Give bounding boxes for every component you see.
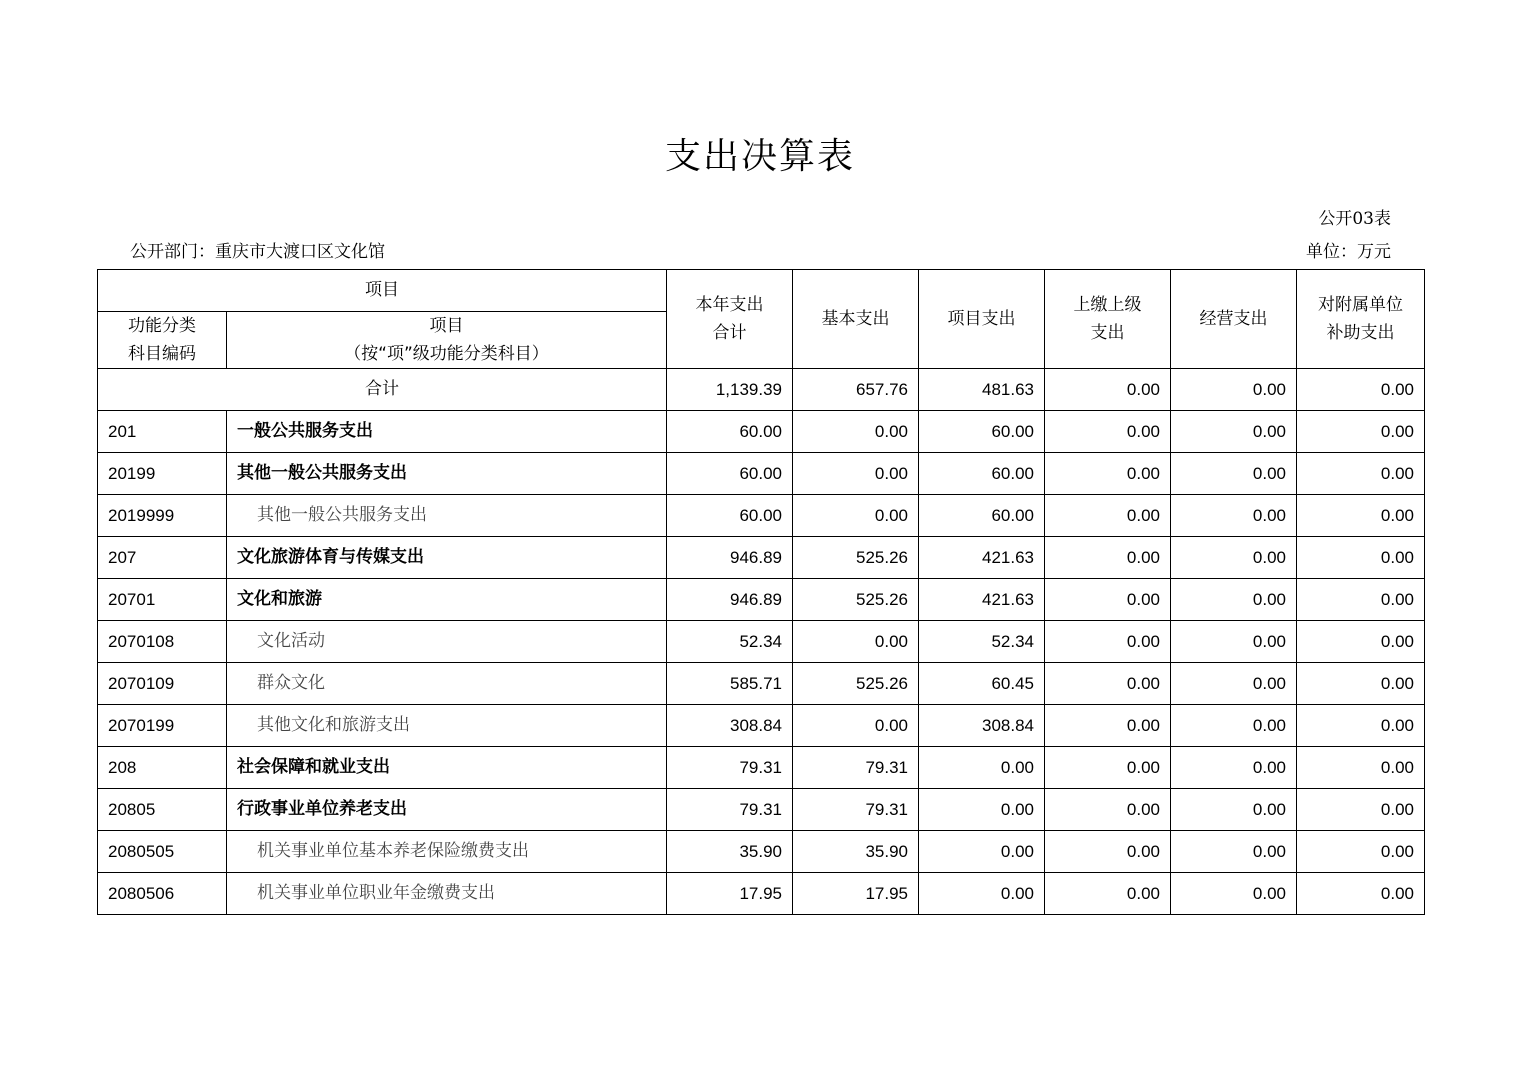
row-value: 79.31 <box>793 789 919 831</box>
row-value: 0.00 <box>1045 789 1171 831</box>
header-code <box>98 312 227 369</box>
row-code: 20701 <box>98 579 227 621</box>
row-value: 60.00 <box>919 411 1045 453</box>
row-code: 2070109 <box>98 663 227 705</box>
row-value: 0.00 <box>1171 873 1297 915</box>
row-value: 0.00 <box>1171 705 1297 747</box>
header-code-line2: 科目编码 <box>128 344 196 364</box>
row-value: 0.00 <box>1297 621 1425 663</box>
row-value: 0.00 <box>919 789 1045 831</box>
row-value: 0.00 <box>1171 831 1297 873</box>
row-code: 208 <box>98 747 227 789</box>
total-value: 657.76 <box>793 369 919 411</box>
total-value: 0.00 <box>1297 369 1425 411</box>
header-upper-line2: 支出 <box>1090 323 1125 343</box>
row-code: 2070108 <box>98 621 227 663</box>
header-code-line1: 功能分类 <box>128 316 196 336</box>
row-value: 0.00 <box>793 705 919 747</box>
table-row <box>98 873 1425 915</box>
header-total <box>667 270 793 369</box>
row-value: 0.00 <box>1045 663 1171 705</box>
row-value: 525.26 <box>793 579 919 621</box>
table-row <box>98 789 1425 831</box>
row-code: 2080506 <box>98 873 227 915</box>
row-value: 0.00 <box>919 873 1045 915</box>
row-value: 0.00 <box>1045 579 1171 621</box>
row-value: 0.00 <box>1171 411 1297 453</box>
row-value: 421.63 <box>919 537 1045 579</box>
row-value: 0.00 <box>1297 411 1425 453</box>
header-name <box>227 312 667 369</box>
header-project: 项目支出 <box>919 270 1045 369</box>
row-value: 60.00 <box>667 453 793 495</box>
row-value: 60.00 <box>667 411 793 453</box>
row-value: 0.00 <box>1297 453 1425 495</box>
row-value: 0.00 <box>1171 495 1297 537</box>
row-value: 0.00 <box>1045 747 1171 789</box>
row-value: 35.90 <box>667 831 793 873</box>
header-upper-line1: 上缴上级 <box>1073 295 1142 315</box>
row-value: 17.95 <box>793 873 919 915</box>
header-name-line2: （按“项”级功能分类科目） <box>344 344 549 364</box>
unit-label: 单位：万元 <box>1306 242 1391 262</box>
row-name: 其他文化和旅游支出 <box>227 705 667 747</box>
row-code: 201 <box>98 411 227 453</box>
row-name: 其他一般公共服务支出 <box>227 495 667 537</box>
table-row <box>98 495 1425 537</box>
total-row <box>98 369 1425 411</box>
row-code: 207 <box>98 537 227 579</box>
row-value: 0.00 <box>1171 537 1297 579</box>
row-value: 0.00 <box>1171 453 1297 495</box>
header-subsidy <box>1297 270 1425 369</box>
header-basic: 基本支出 <box>793 270 919 369</box>
header-business: 经营支出 <box>1171 270 1297 369</box>
table-row <box>98 705 1425 747</box>
table-row <box>98 831 1425 873</box>
row-value: 525.26 <box>793 663 919 705</box>
row-value: 0.00 <box>1297 579 1425 621</box>
row-value: 585.71 <box>667 663 793 705</box>
row-value: 0.00 <box>919 831 1045 873</box>
header-total-line1: 本年支出 <box>695 295 764 315</box>
department-label: 公开部门：重庆市大渡口区文化馆 <box>130 242 385 262</box>
table-row <box>98 579 1425 621</box>
total-value: 1,139.39 <box>667 369 793 411</box>
row-value: 0.00 <box>1297 789 1425 831</box>
row-code: 2070199 <box>98 705 227 747</box>
table-row <box>98 537 1425 579</box>
row-value: 0.00 <box>919 747 1045 789</box>
row-name: 机关事业单位职业年金缴费支出 <box>227 873 667 915</box>
row-value: 946.89 <box>667 537 793 579</box>
row-code: 20199 <box>98 453 227 495</box>
row-name: 其他一般公共服务支出 <box>227 453 667 495</box>
row-value: 52.34 <box>919 621 1045 663</box>
row-value: 946.89 <box>667 579 793 621</box>
header-item-group: 项目 <box>98 270 667 312</box>
row-value: 0.00 <box>1297 537 1425 579</box>
row-value: 0.00 <box>793 453 919 495</box>
row-value: 0.00 <box>1297 495 1425 537</box>
row-name: 机关事业单位基本养老保险缴费支出 <box>227 831 667 873</box>
row-name: 文化活动 <box>227 621 667 663</box>
table-row <box>98 411 1425 453</box>
row-code: 20805 <box>98 789 227 831</box>
row-value: 35.90 <box>793 831 919 873</box>
header-upper <box>1045 270 1171 369</box>
page-title: 支出决算表 <box>664 136 855 177</box>
total-label: 合计 <box>98 369 667 411</box>
row-value: 0.00 <box>793 495 919 537</box>
table-row <box>98 747 1425 789</box>
row-code: 2019999 <box>98 495 227 537</box>
row-value: 525.26 <box>793 537 919 579</box>
row-value: 0.00 <box>793 621 919 663</box>
row-value: 0.00 <box>1045 495 1171 537</box>
row-value: 0.00 <box>1171 663 1297 705</box>
row-name: 行政事业单位养老支出 <box>227 789 667 831</box>
row-value: 0.00 <box>1171 747 1297 789</box>
row-value: 0.00 <box>1045 453 1171 495</box>
table-row <box>98 663 1425 705</box>
row-value: 60.45 <box>919 663 1045 705</box>
row-value: 60.00 <box>667 495 793 537</box>
row-name: 群众文化 <box>227 663 667 705</box>
row-value: 0.00 <box>1045 537 1171 579</box>
table-row <box>98 621 1425 663</box>
row-value: 0.00 <box>1297 705 1425 747</box>
row-name: 一般公共服务支出 <box>227 411 667 453</box>
header-total-line2: 合计 <box>712 323 747 343</box>
row-value: 0.00 <box>1171 621 1297 663</box>
row-value: 0.00 <box>1045 411 1171 453</box>
row-value: 0.00 <box>1045 621 1171 663</box>
row-value: 308.84 <box>667 705 793 747</box>
row-value: 60.00 <box>919 495 1045 537</box>
row-value: 0.00 <box>1045 705 1171 747</box>
row-value: 0.00 <box>1297 873 1425 915</box>
expenditure-table <box>97 269 1425 915</box>
row-value: 0.00 <box>1297 663 1425 705</box>
header-row-1 <box>98 270 1425 312</box>
row-value: 60.00 <box>919 453 1045 495</box>
row-value: 17.95 <box>667 873 793 915</box>
row-value: 0.00 <box>1297 747 1425 789</box>
header-name-line1: 项目 <box>429 316 464 336</box>
row-value: 52.34 <box>667 621 793 663</box>
row-value: 0.00 <box>793 411 919 453</box>
row-name: 文化旅游体育与传媒支出 <box>227 537 667 579</box>
row-value: 79.31 <box>793 747 919 789</box>
header-subsidy-line1: 对附属单位 <box>1318 295 1403 315</box>
form-number: 公开03表 <box>1318 209 1391 229</box>
row-name: 社会保障和就业支出 <box>227 747 667 789</box>
row-value: 0.00 <box>1297 831 1425 873</box>
row-value: 0.00 <box>1045 873 1171 915</box>
row-value: 79.31 <box>667 747 793 789</box>
row-value: 0.00 <box>1171 579 1297 621</box>
row-code: 2080505 <box>98 831 227 873</box>
row-name: 文化和旅游 <box>227 579 667 621</box>
total-value: 481.63 <box>919 369 1045 411</box>
row-value: 79.31 <box>667 789 793 831</box>
total-value: 0.00 <box>1045 369 1171 411</box>
row-value: 308.84 <box>919 705 1045 747</box>
total-value: 0.00 <box>1171 369 1297 411</box>
header-subsidy-line2: 补助支出 <box>1326 323 1395 343</box>
row-value: 421.63 <box>919 579 1045 621</box>
table-row <box>98 453 1425 495</box>
row-value: 0.00 <box>1171 789 1297 831</box>
row-value: 0.00 <box>1045 831 1171 873</box>
